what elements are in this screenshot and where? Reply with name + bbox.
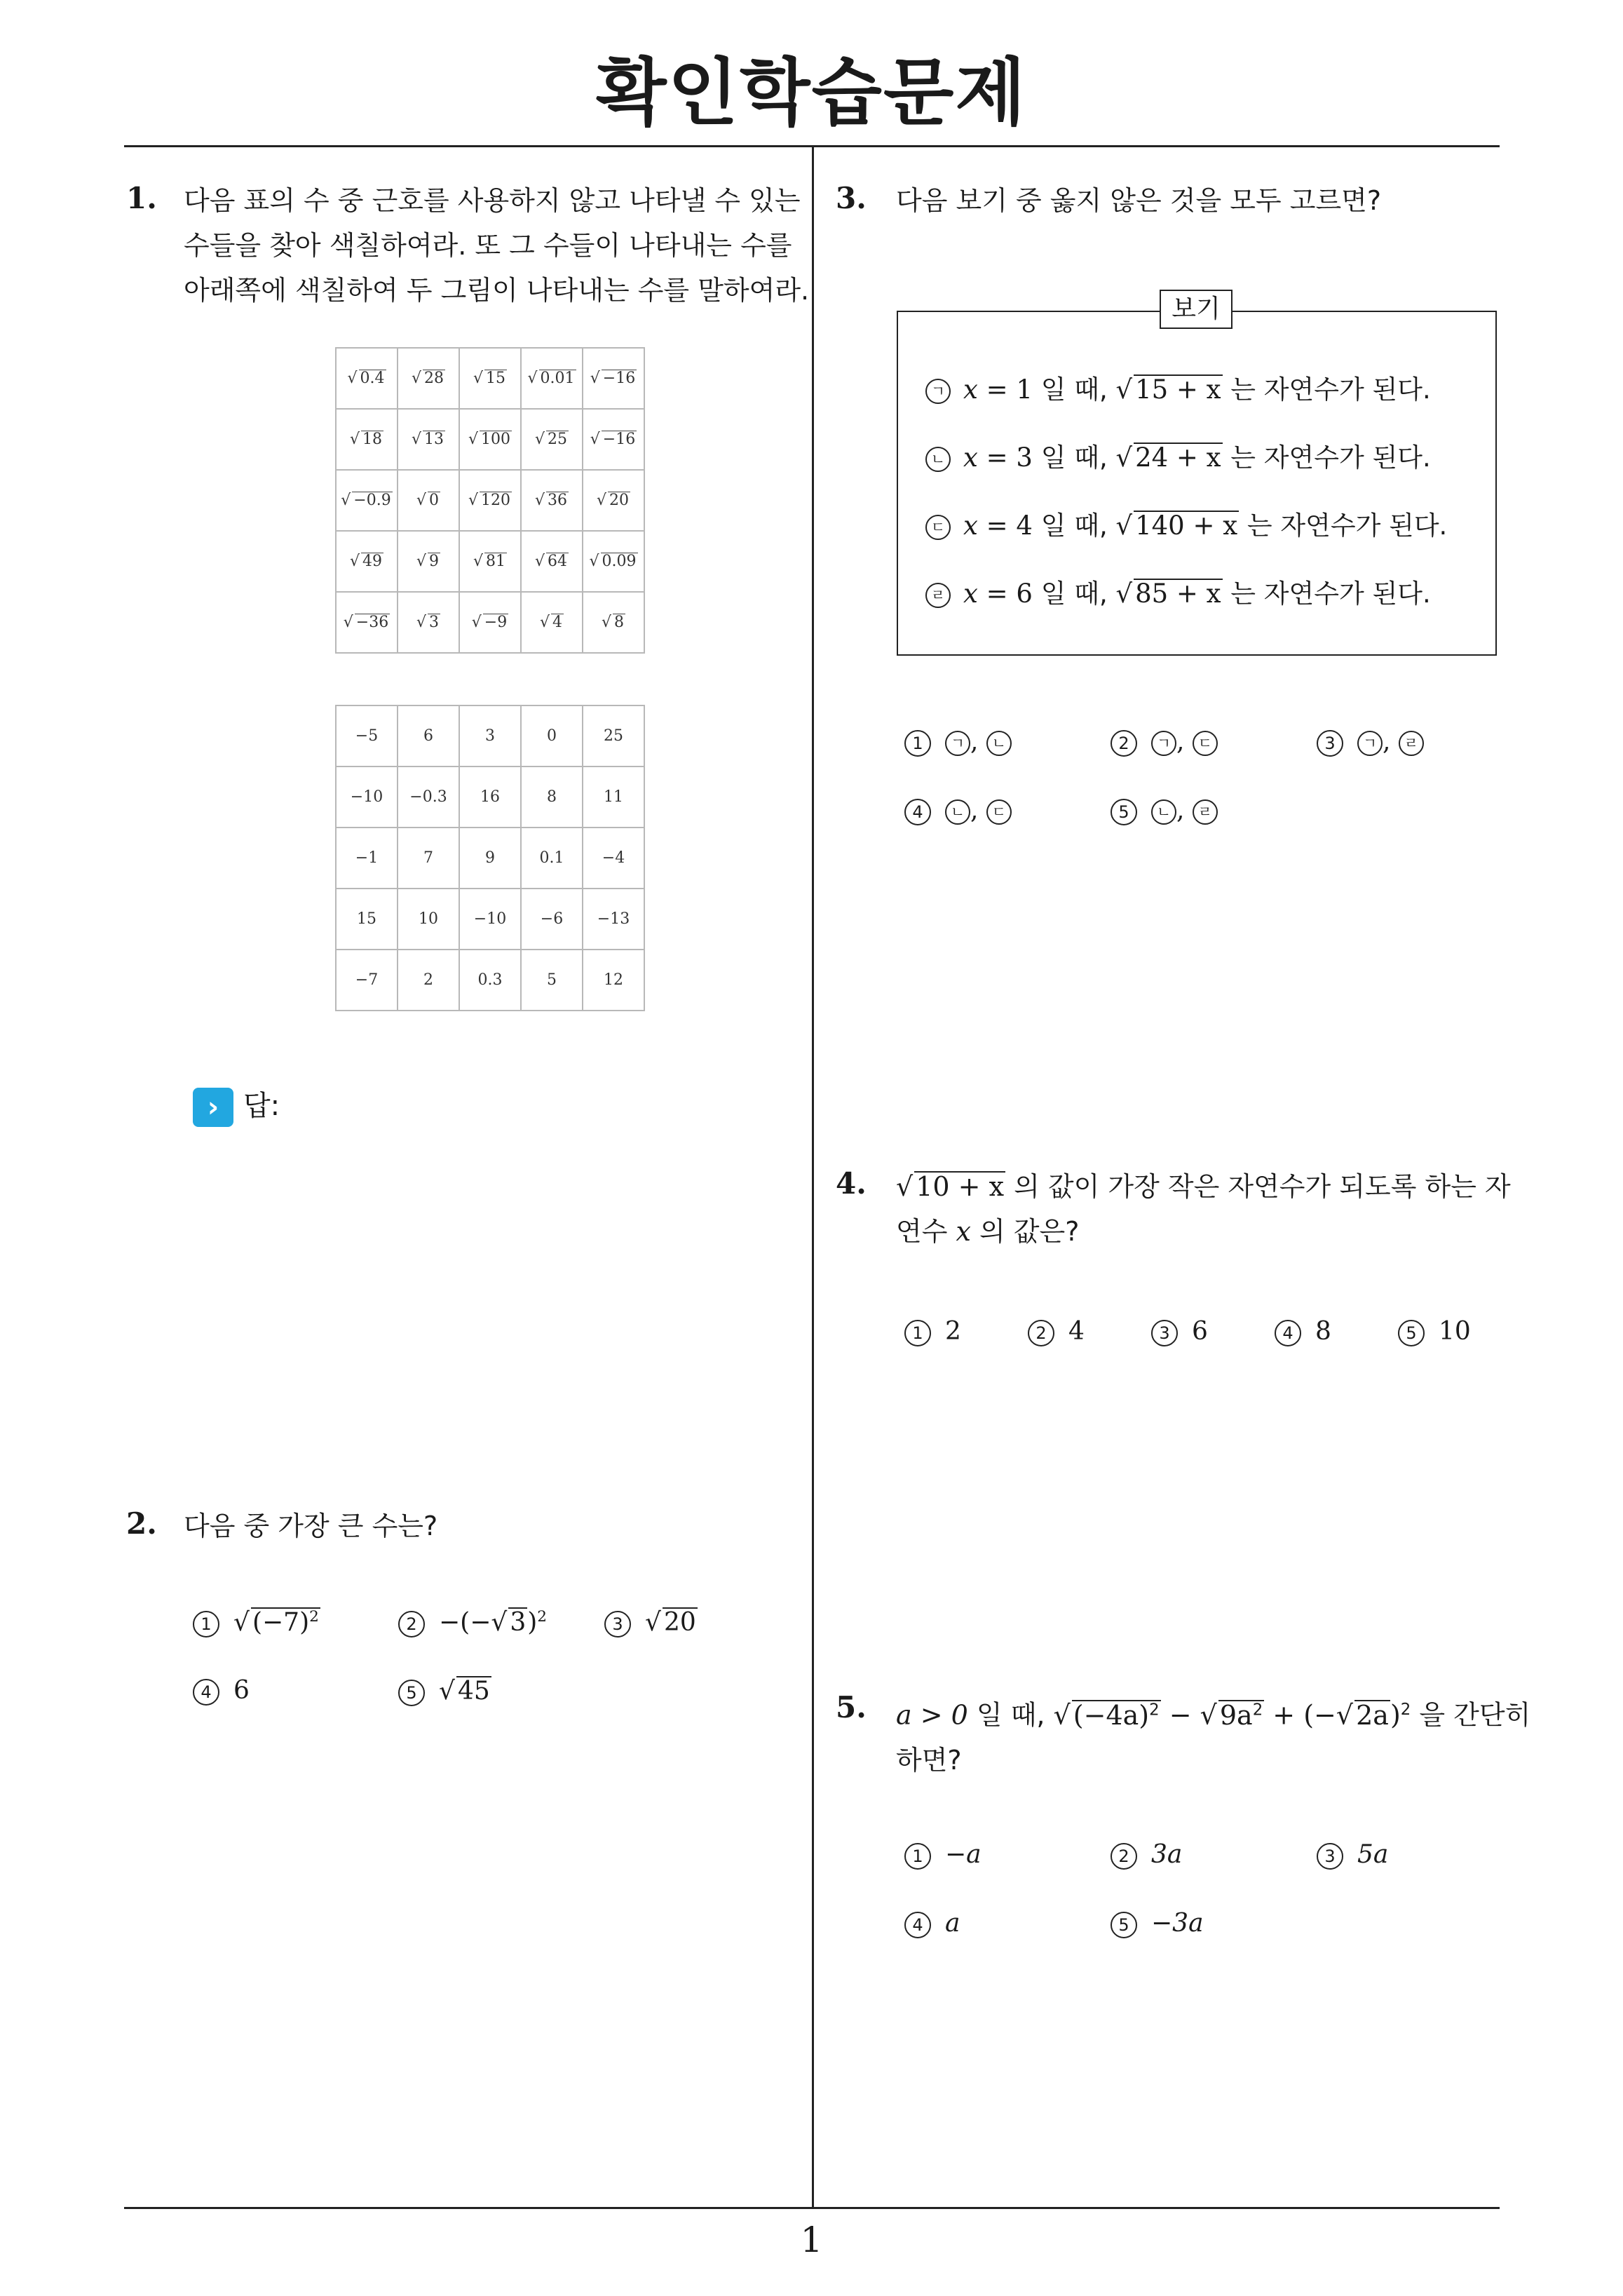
- grid-cell[interactable]: √ 100: [459, 409, 521, 470]
- grid-cell[interactable]: √ −9: [459, 592, 521, 653]
- q1-line: 다음 표의 수 중 근호를 사용하지 않고 나타낼 수 있는: [184, 185, 801, 216]
- grid-cell[interactable]: 0: [521, 705, 583, 767]
- grid-cell[interactable]: 12: [583, 950, 644, 1011]
- circled-number-icon: 1: [904, 1843, 931, 1870]
- circled-number-icon: 4: [904, 799, 931, 825]
- circled-number-icon: 1: [904, 1320, 931, 1346]
- circled-letter-icon: ㄷ: [925, 515, 951, 540]
- circled-number-icon: 5: [398, 1680, 425, 1706]
- grid-cell[interactable]: √ 3: [398, 592, 459, 653]
- circled-number-icon: 3: [604, 1611, 631, 1637]
- footer-rule: [124, 2207, 1500, 2209]
- q1-line: 아래쪽에 색칠하여 두 그림이 나타내는 수를 말하여라.: [184, 275, 810, 306]
- grid-row: [336, 705, 644, 767]
- q4-number: 4.: [836, 1166, 867, 1201]
- page-title: 확인학습문제: [596, 50, 1027, 135]
- grid-cell[interactable]: √ 4: [521, 592, 583, 653]
- grid-cell[interactable]: −4: [583, 828, 644, 889]
- grid-cell[interactable]: √ −16: [583, 409, 644, 470]
- bogi-item: ㄴ x = 3 일 때, √ 24 + x 는 자연수가 된다.: [925, 436, 1431, 474]
- grid-cell[interactable]: −13: [583, 889, 644, 950]
- q5-text: a > 0 일 때, √ $(-4a)^2$ − √ $9a^2$ + (−√ 2a)$^2$ 을 간단히 하면?: [896, 1699, 1531, 1776]
- q3-choice-2[interactable]: 2 ㄱ , ㄷ: [1111, 727, 1218, 757]
- bogi-item: ㄱ x = 1 일 때, √ 15 + x 는 자연수가 된다.: [925, 368, 1431, 406]
- answer-label: 답:: [243, 1090, 280, 1122]
- grid-row: [336, 531, 644, 592]
- circled-number-icon: 1: [193, 1611, 219, 1637]
- grid-cell[interactable]: √ −16: [583, 348, 644, 409]
- grid-row: [336, 592, 644, 653]
- q3-choice-3[interactable]: 3 ㄱ , ㄹ: [1317, 727, 1424, 757]
- grid-cell[interactable]: 11: [583, 767, 644, 828]
- grid-cell[interactable]: √ 0.4: [336, 348, 398, 409]
- grid-cell[interactable]: √ −36: [336, 592, 398, 653]
- grid-cell[interactable]: √ 8: [583, 592, 644, 653]
- q1-text: [184, 178, 809, 313]
- chevron-right-icon: ›: [193, 1088, 233, 1127]
- circled-number-icon: 4: [1275, 1320, 1301, 1346]
- grid-row: [336, 828, 644, 889]
- grid-cell[interactable]: 16: [459, 767, 521, 828]
- grid-cell[interactable]: 2: [398, 950, 459, 1011]
- q1-answer: [193, 1083, 280, 1127]
- q4-choice-3[interactable]: 3 6: [1151, 1317, 1208, 1346]
- q1-number: 1.: [126, 181, 157, 215]
- grid-cell[interactable]: √ 120: [459, 470, 521, 531]
- grid-cell[interactable]: 7: [398, 828, 459, 889]
- grid-cell[interactable]: √ 25: [521, 409, 583, 470]
- grid-cell[interactable]: 25: [583, 705, 644, 767]
- circled-number-icon: 2: [398, 1611, 425, 1637]
- circled-letter-icon: ㄱ: [925, 379, 951, 404]
- grid-cell[interactable]: 5: [521, 950, 583, 1011]
- circled-number-icon: 3: [1317, 1843, 1343, 1870]
- grid-cell[interactable]: −0.3: [398, 767, 459, 828]
- grid-cell[interactable]: 8: [521, 767, 583, 828]
- q2-choice-2[interactable]: 2 −(−√ 3)$^2$: [398, 1607, 547, 1637]
- q2-number: 2.: [126, 1506, 157, 1541]
- circled-number-icon: 4: [193, 1679, 219, 1706]
- grid-cell[interactable]: √ 13: [398, 409, 459, 470]
- circled-number-icon: 2: [1028, 1320, 1054, 1346]
- bogi-label: 보기: [1160, 290, 1232, 329]
- q5-choice-1[interactable]: 1 −a: [904, 1840, 982, 1870]
- circled-number-icon: 5: [1111, 1912, 1137, 1938]
- grid-cell[interactable]: √ 20: [583, 470, 644, 531]
- grid-cell[interactable]: 0.3: [459, 950, 521, 1011]
- grid-cell[interactable]: −5: [336, 705, 398, 767]
- q5-choice-2[interactable]: 2 3a: [1111, 1840, 1182, 1870]
- bogi-item: ㄷ x = 4 일 때, √ 140 + x 는 자연수가 된다.: [925, 504, 1447, 542]
- q4-text: √ 10 + x 의 값이 가장 작은 자연수가 되도록 하는 자 연수 x 의 값은?: [896, 1171, 1511, 1247]
- grid-cell[interactable]: −1: [336, 828, 398, 889]
- grid-cell[interactable]: −6: [521, 889, 583, 950]
- q2-choice-5[interactable]: 5 √ 45: [398, 1676, 491, 1706]
- q4-choice-4[interactable]: 4 8: [1275, 1317, 1331, 1346]
- page-number: 1: [800, 2220, 823, 2260]
- q3-choice-5[interactable]: 5 ㄴ , ㄹ: [1111, 796, 1218, 825]
- q2-choice-3[interactable]: 3 √ 20: [604, 1607, 698, 1637]
- circled-number-icon: 4: [904, 1912, 931, 1938]
- grid-row: [336, 950, 644, 1011]
- q2-choice-4[interactable]: 4 6: [193, 1676, 250, 1706]
- grid-cell[interactable]: √ 36: [521, 470, 583, 531]
- grid-cell[interactable]: −7: [336, 950, 398, 1011]
- grid-cell[interactable]: 10: [398, 889, 459, 950]
- q5-choice-5[interactable]: 5 −3a: [1111, 1909, 1204, 1938]
- grid-cell[interactable]: 15: [336, 889, 398, 950]
- grid-row: [336, 409, 644, 470]
- circled-number-icon: 2: [1111, 1843, 1137, 1870]
- circled-number-icon: 5: [1111, 799, 1137, 825]
- grid-cell[interactable]: √ 9: [398, 531, 459, 592]
- grid-cell[interactable]: √ 18: [336, 409, 398, 470]
- grid-cell[interactable]: √ 81: [459, 531, 521, 592]
- grid-cell[interactable]: −10: [459, 889, 521, 950]
- grid-row: [336, 348, 644, 409]
- circled-number-icon: 5: [1398, 1320, 1425, 1346]
- grid-cell[interactable]: 3: [459, 705, 521, 767]
- q3-number: 3.: [836, 181, 867, 215]
- circled-number-icon: 3: [1317, 730, 1343, 757]
- q3-choice-4[interactable]: 4 ㄴ , ㄷ: [904, 796, 1012, 825]
- q4-choice-5[interactable]: 5 10: [1398, 1317, 1471, 1346]
- q5-choice-4[interactable]: 4 a: [904, 1909, 960, 1938]
- grid-cell[interactable]: √ 0.09: [583, 531, 644, 592]
- grid-cell[interactable]: √ 49: [336, 531, 398, 592]
- sqrt-grid: [335, 347, 645, 654]
- grid-row: [336, 470, 644, 531]
- q2-text: 다음 중 가장 큰 수는?: [184, 1511, 438, 1541]
- grid-row: [336, 889, 644, 950]
- grid-cell[interactable]: √ −0.9: [336, 470, 398, 531]
- grid-cell[interactable]: −10: [336, 767, 398, 828]
- bogi-item: ㄹ x = 6 일 때, √ 85 + x 는 자연수가 된다.: [925, 572, 1431, 610]
- grid-cell[interactable]: 6: [398, 705, 459, 767]
- grid-cell[interactable]: √ 64: [521, 531, 583, 592]
- column-divider: [812, 145, 814, 2207]
- circled-letter-icon: ㄴ: [925, 447, 951, 472]
- grid-cell[interactable]: 9: [459, 828, 521, 889]
- grid-row: [336, 767, 644, 828]
- q4-choice-2[interactable]: 2 4: [1028, 1317, 1085, 1346]
- grid-cell[interactable]: √ 0.01: [521, 348, 583, 409]
- circled-number-icon: 1: [904, 730, 931, 757]
- grid-cell[interactable]: 0.1: [521, 828, 583, 889]
- grid-cell[interactable]: √ 28: [398, 348, 459, 409]
- circled-number-icon: 3: [1151, 1320, 1178, 1346]
- circled-letter-icon: ㄹ: [925, 583, 951, 608]
- grid-cell[interactable]: √ 0: [398, 470, 459, 531]
- q2-choice-1[interactable]: 1 √ $(-7)^2$: [193, 1607, 320, 1637]
- number-grid: [335, 705, 645, 1011]
- circled-number-icon: 2: [1111, 730, 1137, 757]
- q4-choice-1[interactable]: 1 2: [904, 1317, 961, 1346]
- q3-text: 다음 보기 중 옳지 않은 것을 모두 고르면?: [896, 185, 1382, 216]
- q3-choice-1[interactable]: 1 ㄱ , ㄴ: [904, 727, 1012, 757]
- grid-cell[interactable]: √ 15: [459, 348, 521, 409]
- q1-line: 수들을 찾아 색칠하여라. 또 그 수들이 나타내는 수를: [184, 230, 792, 261]
- q5-number: 5.: [836, 1690, 867, 1724]
- q5-choice-3[interactable]: 3 5a: [1317, 1840, 1388, 1870]
